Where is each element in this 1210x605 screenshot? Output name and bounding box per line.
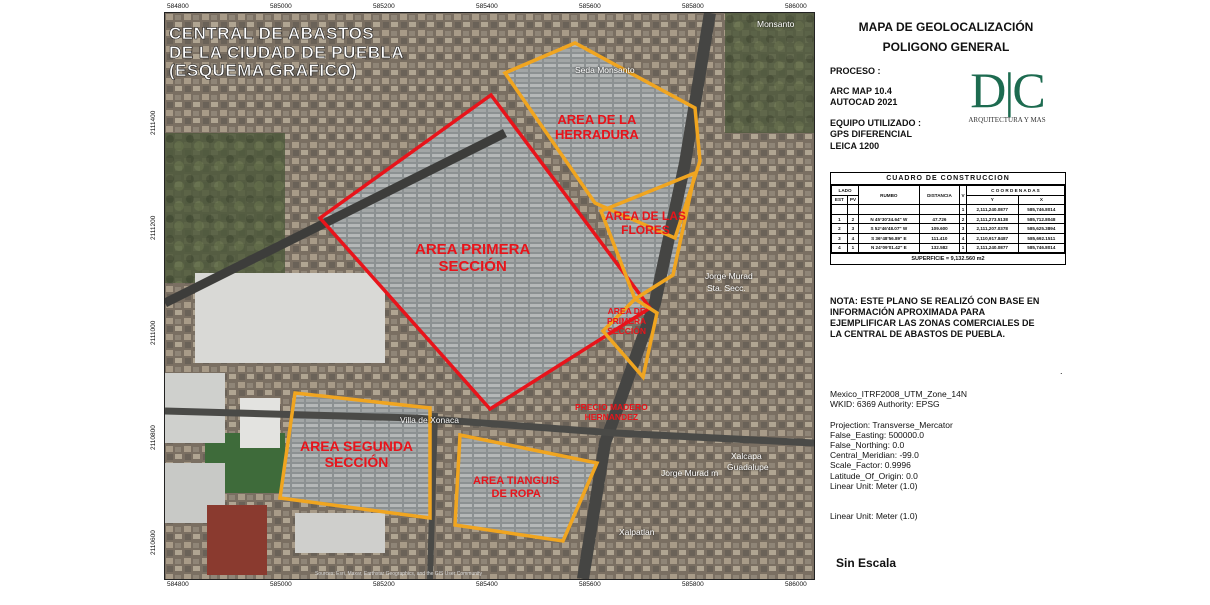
projection-line: Scale_Factor: 0.9996 xyxy=(830,460,911,471)
legend-panel xyxy=(820,0,1210,605)
table-row xyxy=(832,205,1065,215)
x-tick: 585000 xyxy=(270,581,292,588)
zone-label-primera-seccion-b[interactable] xyxy=(607,307,646,336)
table-cell: 132.582 xyxy=(919,243,960,253)
proceso-item: AUTOCAD 2021 xyxy=(830,97,898,108)
table-cell: 4 xyxy=(832,243,848,253)
table-header-cell: RUMBO xyxy=(859,186,919,205)
x-tick: 584800 xyxy=(167,3,189,10)
scale-note: Sin Escala xyxy=(836,556,897,570)
zone-label-line: DE ROPA xyxy=(491,487,541,500)
table-cell: 1 xyxy=(832,214,848,224)
table-cell: N 45°30'34.64" W xyxy=(859,214,919,224)
table-cell: 585,746.8014 xyxy=(1018,243,1064,253)
x-tick: 584800 xyxy=(167,581,189,588)
zone-label-line: AREA PRIMERA xyxy=(415,241,531,258)
table-row xyxy=(832,243,1065,253)
projection-line: False_Easting: 500000.0 xyxy=(830,429,925,440)
place-label: Xalpatlan xyxy=(619,527,655,537)
table-cell xyxy=(832,205,848,215)
company-logo xyxy=(952,62,1062,130)
table-cell: 2 xyxy=(847,214,858,224)
zone-label-primera-seccion[interactable] xyxy=(415,241,530,276)
table-cell: 111.410 xyxy=(919,233,960,243)
table-cell: 1 xyxy=(847,243,858,253)
table-header-cell: X xyxy=(1018,195,1064,205)
table-cell: 1 xyxy=(960,205,966,215)
map-title xyxy=(169,25,404,81)
zone-label-line: AREA DE LAS xyxy=(605,209,686,223)
table-header-cell: DISTANCIA xyxy=(919,186,960,205)
table-cell xyxy=(847,205,858,215)
place-label: Xalcapa xyxy=(731,451,762,461)
zone-label-line: SECCIÓN xyxy=(607,325,646,336)
y-tick: 2111400 xyxy=(150,110,157,135)
proceso-item: ARC MAP 10.4 xyxy=(830,86,892,96)
note-text: NOTA: ESTE PLANO SE REALIZÓ CON BASE EN INFORMACIÓN APROXIMADA PARA EJEMPLIFICAR LAS ZONAS COMERCIALES DE LA CENTRAL DE ABASTOS DE PUEBLA. xyxy=(830,296,1040,339)
table-cell: 585,692.1511 xyxy=(1018,233,1064,243)
x-tick: 585400 xyxy=(476,581,498,588)
table-cell xyxy=(859,205,919,215)
zone-label-line: AREA SEGUNDA xyxy=(300,438,414,454)
table-cell: 585,625.3894 xyxy=(1018,224,1064,234)
table-cell: 2,111,240.0877 xyxy=(966,243,1018,253)
zone-label-line: HERNANDEZ xyxy=(584,411,639,422)
table-cell: 4 xyxy=(960,233,966,243)
table-row xyxy=(832,224,1065,234)
panel-subtitle: POLIGONO GENERAL xyxy=(882,40,1010,54)
x-tick: 585200 xyxy=(373,581,395,588)
map-title-line: (ESQUEMA GRAFICO) xyxy=(169,61,358,81)
proceso-list xyxy=(830,86,897,109)
place-label: Jorge Murad m xyxy=(661,468,719,478)
table-header-cell: EST xyxy=(832,195,848,205)
construction-table xyxy=(830,172,1066,265)
table-cell: 3 xyxy=(960,224,966,234)
map-title-line: DE LA CIUDAD DE PUEBLA xyxy=(169,42,405,62)
map-title-line: CENTRAL DE ABASTOS xyxy=(169,24,375,43)
table-row xyxy=(832,214,1065,224)
zone-label-line: SECCIÓN xyxy=(324,454,389,471)
x-tick: 586000 xyxy=(785,581,807,588)
zone-label-line: PRECIO MADERO xyxy=(575,402,648,412)
proceso-label: PROCESO : xyxy=(830,66,881,76)
x-tick: 585200 xyxy=(373,3,395,10)
superficie-total: SUPERFICIE = 9,132.560 m2 xyxy=(831,253,1065,264)
dot-mark: . xyxy=(1060,366,1063,376)
zone-label-line: HERRADURA xyxy=(555,126,639,142)
projection-line: False_Northing: 0.0 xyxy=(830,439,905,450)
table-header-row xyxy=(832,186,1065,196)
table-cell: 585,746.8014 xyxy=(1018,205,1064,215)
table-header-cell: PV xyxy=(847,195,858,205)
projection-line: Central_Meridian: -99.0 xyxy=(830,450,919,461)
projection-info xyxy=(830,389,967,491)
projection-line: WKID: 6369 Authority: EPSG xyxy=(830,399,940,410)
zone-label-herradura[interactable] xyxy=(555,113,639,143)
projection-line: Linear Unit: Meter (1.0) xyxy=(830,480,918,491)
place-label: Jorge Murad xyxy=(705,271,753,281)
construction-table-title: CUADRO DE CONSTRUCCION xyxy=(831,173,1065,185)
x-tick: 585600 xyxy=(579,3,601,10)
table-header-cell: Y xyxy=(966,195,1018,205)
zone-label-line: AREA TIANGUIS xyxy=(473,475,560,487)
table-cell: 2,111,273.5138 xyxy=(966,214,1018,224)
x-tick: 585400 xyxy=(476,3,498,10)
table-cell: 109.600 xyxy=(919,224,960,234)
table-cell: 585,712.8048 xyxy=(1018,214,1064,224)
table-header-cell: LADO xyxy=(832,186,859,196)
zone-label-line: AREA DE LA xyxy=(557,112,637,127)
table-row xyxy=(832,233,1065,243)
table-cell: 47.726 xyxy=(919,214,960,224)
projection-line: Projection: Transverse_Mercator xyxy=(830,419,953,430)
table-header-cell: C O O R D E N A D A S xyxy=(966,186,1064,196)
y-tick: 2111000 xyxy=(150,320,157,345)
panel-title: MAPA DE GEOLOCALIZACIÓN xyxy=(858,20,1034,34)
zone-label-tianguis[interactable] xyxy=(473,475,559,500)
zone-label-flores[interactable] xyxy=(605,210,686,238)
table-cell: 2,110,917.8487 xyxy=(966,233,1018,243)
projection-line: Mexico_ITRF2008_UTM_Zone_14N xyxy=(830,389,968,399)
zone-label-madero[interactable] xyxy=(575,403,648,423)
place-label: Seda Monsanto xyxy=(575,65,635,75)
projection-line: Latitude_Of_Origin: 0.0 xyxy=(830,470,918,481)
table-cell: N 24°09'01.42" E xyxy=(859,243,919,253)
x-tick: 585000 xyxy=(270,3,292,10)
table-cell: 4 xyxy=(847,233,858,243)
satellite-map[interactable] xyxy=(164,12,815,580)
table-cell: 3 xyxy=(847,224,858,234)
x-tick: 585600 xyxy=(579,581,601,588)
table-cell: S 36°48'56.89" E xyxy=(859,233,919,243)
x-tick: 586000 xyxy=(785,3,807,10)
equipo-item: GPS DIFERENCIAL xyxy=(830,129,913,140)
place-label: Guadalupe xyxy=(727,462,769,472)
zone-label-segunda-seccion[interactable] xyxy=(300,438,413,470)
construction-table-grid xyxy=(831,185,1065,253)
logo-subtitle: ARQUITECTURA Y MAS xyxy=(968,116,1046,124)
table-cell: 2,111,240.0877 xyxy=(966,205,1018,215)
zone-label-line: PRIMERA xyxy=(607,315,647,326)
table-cell: 3 xyxy=(832,233,848,243)
linear-unit: Linear Unit: Meter (1.0) xyxy=(830,511,918,521)
place-label: Sta. Secc. xyxy=(707,283,746,293)
equipo-block xyxy=(830,118,921,152)
zone-label-line: FLORES xyxy=(621,222,670,237)
map-credits: Sources: Esri, Maxar, Earthstar Geographics, and the GIS User Community xyxy=(315,571,483,577)
construction-table-body xyxy=(832,205,1065,253)
table-cell: 2,111,207.0378 xyxy=(966,224,1018,234)
place-label: Villa de Xonaca xyxy=(400,415,459,425)
table-cell: 2 xyxy=(832,224,848,234)
y-tick: 2110600 xyxy=(150,530,157,555)
y-tick: 2111200 xyxy=(150,215,157,240)
table-cell: S 52°46'48.07" W xyxy=(859,224,919,234)
place-label: Monsanto xyxy=(757,19,795,29)
table-cell xyxy=(919,205,960,215)
equipo-item: LEICA 1200 xyxy=(830,140,880,151)
table-cell: 2 xyxy=(960,214,966,224)
y-tick: 2110800 xyxy=(150,425,157,450)
x-tick: 585800 xyxy=(682,581,704,588)
projection-line xyxy=(830,409,967,419)
zone-label-line: AREA DE xyxy=(607,306,646,316)
logo-letters: D|C xyxy=(970,62,1044,118)
zone-label-line: SECCIÓN xyxy=(438,258,507,276)
equipo-label: EQUIPO UTILIZADO : xyxy=(830,118,921,128)
table-header-cell: V xyxy=(960,186,966,205)
table-cell: 1 xyxy=(960,243,966,253)
x-tick: 585800 xyxy=(682,3,704,10)
